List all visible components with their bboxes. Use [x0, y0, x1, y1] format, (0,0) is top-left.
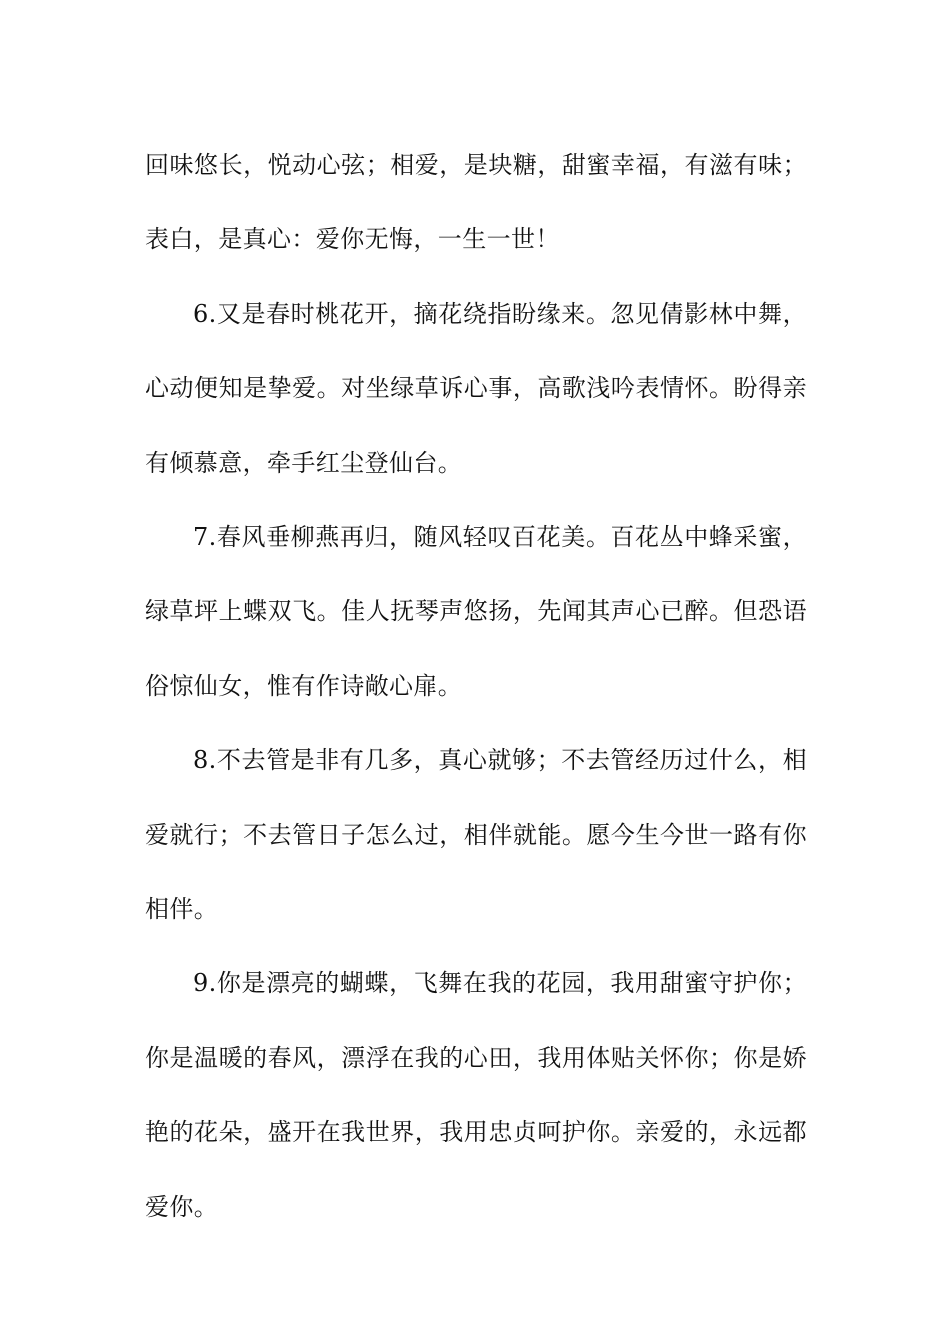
paragraph-continued: 回味悠长，悦动心弦；相爱，是块糖，甜蜜幸福，有滋有味；表白，是真心：爱你无悔，一生一世！ — [145, 151, 807, 254]
paragraph-7: 7.春风垂柳燕再归，随风轻叹百花美。百花丛中蜂采蜜，绿草坪上蝶双飞。佳人抚琴声悠扬，先闻其声心已醉。但恐语俗惊仙女，惟有作诗敞心扉。 — [145, 523, 807, 700]
document-body — [145, 128, 807, 1244]
paragraph-6: 6.又是春时桃花开，摘花绕指盼缘来。忽见倩影林中舞，心动便知是挚爱。对坐绿草诉心事，高歌浅吟表情怀。盼得亲有倾慕意，牵手红尘登仙台。 — [145, 299, 807, 477]
paragraph-9: 9.你是漂亮的蝴蝶，飞舞在我的花园，我用甜蜜守护你；你是温暖的春风，漂浮在我的心田，我用体贴关怀你；你是娇艳的花朵，盛开在我世界，我用忠贞呵护你。亲爱的，永远都爱你。 — [145, 969, 807, 1221]
paragraph-8: 8.不去管是非有几多，真心就够；不去管经历过什么，相爱就行；不去管日子怎么过，相伴就能。愿今生今世一路有你相伴。 — [145, 746, 807, 924]
